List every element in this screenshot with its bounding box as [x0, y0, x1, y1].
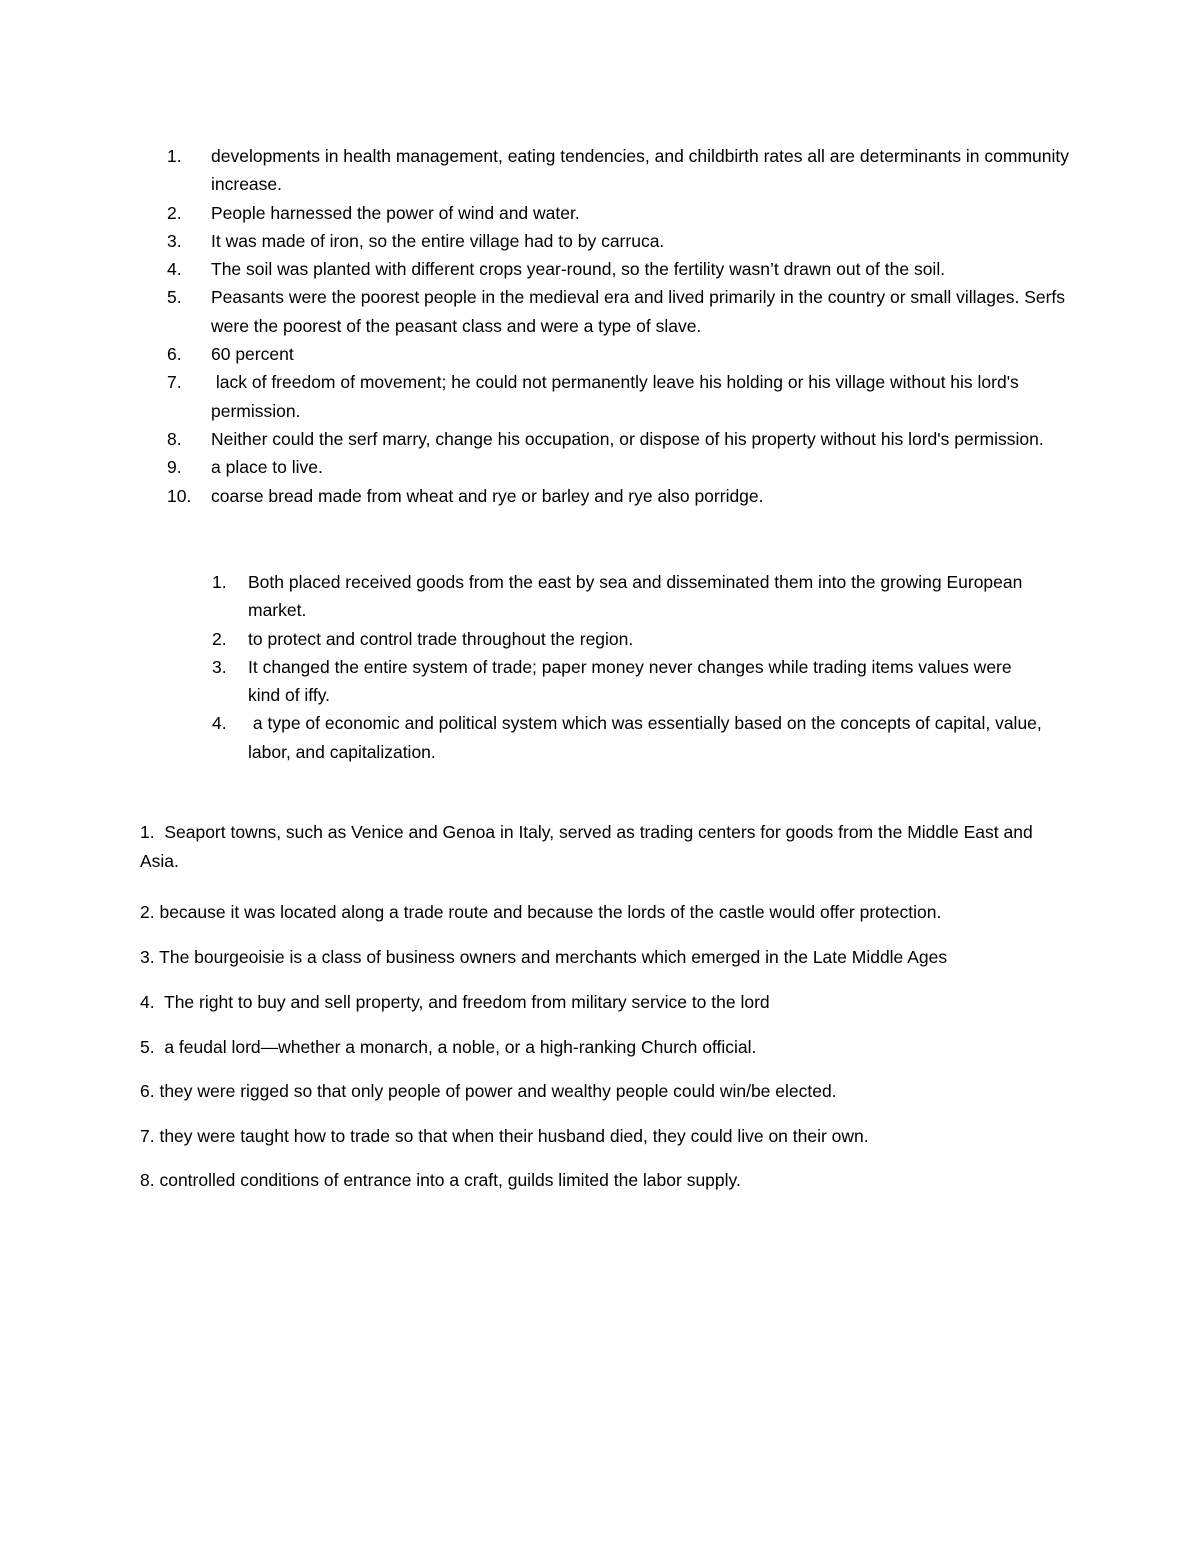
list-item-text: People harnessed the power of wind and water. — [211, 202, 580, 223]
list-item-text: developments in health management, eating tendencies, and childbirth rates all are determinants in community increase. — [211, 146, 1069, 195]
paragraph-text: 2. because it was located along a trade route and because the lords of the castle would offer protection. — [140, 902, 942, 922]
paragraph-text: 8. controlled conditions of entrance into a craft, guilds limited the labor supply. — [140, 1170, 741, 1190]
list-item — [212, 625, 1048, 653]
list-item — [167, 199, 1071, 227]
list-item — [212, 568, 1048, 625]
list-item-number: 8. — [167, 428, 182, 449]
paragraph-text: 1. Seaport towns, such as Venice and Genoa in Italy, served as trading centers for goods from the Middle East and Asia. — [140, 822, 1037, 871]
list-item-number: 4. — [167, 259, 182, 280]
list-item-text: 60 percent — [211, 344, 294, 365]
list-item-text: lack of freedom of movement; he could not permanently leave his holding or his village without his lord's permission. — [211, 372, 1024, 421]
list-item-text: Peasants were the poorest people in the medieval era and lived primarily in the country or small villages. Serfs were the poorest of the peasant class and were a type of slave. — [211, 287, 1066, 336]
list-item — [212, 709, 1048, 766]
list-item — [167, 453, 1071, 481]
list-item-text: It was made of iron, so the entire village had to by carruca. — [211, 230, 665, 251]
list-item — [167, 368, 1071, 425]
paragraph-answer — [140, 988, 1060, 1017]
list-item-number: 2. — [167, 202, 182, 223]
list-item-number: 7. — [167, 372, 182, 393]
paragraph-answer — [140, 1033, 1060, 1062]
list-item-text: to protect and control trade throughout the region. — [248, 628, 634, 649]
paragraph-text: 5. a feudal lord—whether a monarch, a noble, or a high-ranking Church official. — [140, 1037, 757, 1057]
list-item-text: a place to live. — [211, 457, 323, 478]
paragraph-answer — [140, 943, 1060, 972]
paragraph-answer — [140, 1077, 1060, 1106]
paragraph-answer — [140, 1166, 1060, 1195]
list-item-number: 2. — [212, 628, 227, 649]
list-item — [167, 340, 1071, 368]
list-item — [167, 283, 1071, 340]
list-item-number: 5. — [167, 287, 182, 308]
paragraph-text: 4. The right to buy and sell property, and freedom from military service to the lord — [140, 992, 770, 1012]
list-item — [167, 227, 1071, 255]
list-item — [167, 255, 1071, 283]
list-item-text: It changed the entire system of trade; paper money never changes while trading items values were kind of iffy. — [248, 656, 1012, 706]
list-item-number: 3. — [167, 230, 182, 251]
paragraph-text: 3. The bourgeoisie is a class of business owners and merchants which emerged in the Late Middle Ages — [140, 947, 948, 967]
list-item — [167, 482, 1071, 510]
paragraph-answer — [140, 1122, 1060, 1151]
list-item-text: a type of economic and political system which was essentially based on the concepts of capital, value, labor, and capitalization. — [248, 713, 1047, 762]
list-item-text: The soil was planted with different crops year-round, so the fertility wasn’t drawn out of the soil. — [211, 259, 946, 280]
list-item-number: 10. — [167, 485, 192, 506]
list-item-number: 6. — [167, 344, 182, 365]
list-item-text: Neither could the serf marry, change his occupation, or dispose of his property without his lord's permission. — [211, 428, 1044, 449]
paragraph-answer — [140, 818, 1060, 876]
list-item-number: 1. — [167, 146, 182, 166]
numbered-list-section-one — [167, 142, 1071, 510]
list-item-text: Both placed received goods from the east by sea and disseminated them into the growing European market. — [248, 572, 1023, 621]
paragraph-text: 6. they were rigged so that only people of power and wealthy people could win/be elected. — [140, 1081, 837, 1101]
paragraph-text: 7. they were taught how to trade so that when their husband died, they could live on their own. — [140, 1126, 869, 1146]
list-item — [167, 142, 1071, 199]
list-item-number: 9. — [167, 457, 182, 478]
list-item-text: coarse bread made from wheat and rye or barley and rye also porridge. — [211, 485, 764, 506]
list-item-number: 4. — [212, 713, 227, 734]
numbered-list-section-two — [212, 568, 1048, 766]
paragraph-answer — [140, 898, 1060, 927]
list-item-number: 3. — [212, 656, 227, 677]
list-item-number: 1. — [212, 572, 227, 592]
list-item — [212, 653, 1048, 710]
list-item — [167, 425, 1071, 453]
